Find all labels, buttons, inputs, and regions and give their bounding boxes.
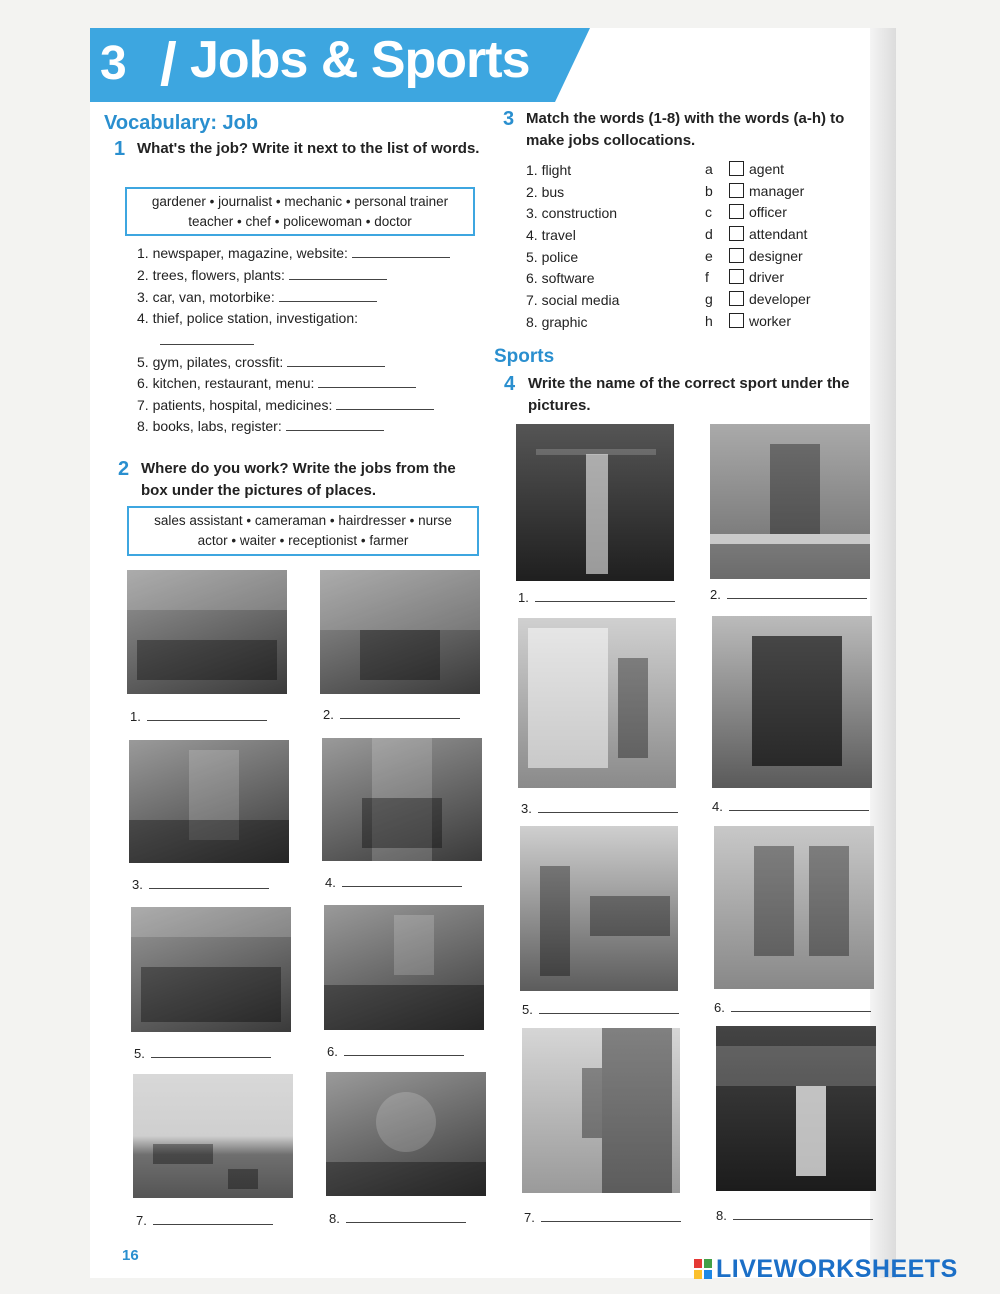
ex1-item-text: 7. patients, hospital, medicines: bbox=[137, 397, 333, 413]
liveworksheets-brand[interactable]: LIVEWORKSHEETS bbox=[716, 1255, 958, 1283]
sport-caption bbox=[524, 1210, 681, 1225]
ex3-letter: f bbox=[705, 269, 709, 285]
place-caption bbox=[132, 877, 269, 892]
ex1-item-text: 2. trees, flowers, plants: bbox=[137, 267, 285, 283]
ex1-item-text: 5. gym, pilates, crossfit: bbox=[137, 354, 284, 370]
answer-blank[interactable] bbox=[318, 386, 416, 388]
unit-title: Jobs & Sports bbox=[190, 31, 530, 89]
caption-number: 4. bbox=[712, 799, 723, 814]
ex1-item-text: 3. car, van, motorbike: bbox=[137, 289, 275, 305]
answer-checkbox[interactable] bbox=[729, 313, 744, 328]
place-photo-salon bbox=[129, 740, 289, 863]
answer-blank[interactable] bbox=[535, 600, 675, 602]
sport-photo-hurdles bbox=[710, 424, 870, 579]
exercise-1-number: 1 bbox=[114, 138, 126, 160]
word-box-line: teacher • chef • policewoman • doctor bbox=[188, 214, 412, 229]
exercise-2-word-box bbox=[127, 506, 479, 556]
ex1-item bbox=[137, 310, 358, 326]
place-photo-restaurant bbox=[127, 570, 287, 694]
caption-number: 1. bbox=[130, 709, 141, 724]
sport-caption bbox=[521, 801, 678, 816]
answer-blank[interactable] bbox=[340, 717, 460, 719]
sport-photo-beach-volleyball bbox=[714, 826, 874, 989]
sport-caption bbox=[518, 590, 675, 605]
answer-blank[interactable] bbox=[539, 1012, 679, 1014]
answer-blank[interactable] bbox=[287, 365, 385, 367]
answer-blank[interactable] bbox=[289, 278, 387, 280]
liveworksheets-logo-icon bbox=[694, 1259, 712, 1279]
answer-blank[interactable] bbox=[541, 1220, 681, 1222]
answer-checkbox[interactable] bbox=[729, 183, 744, 198]
sports-heading: Sports bbox=[494, 346, 555, 367]
exercise-4-instruction: Write the name of the correct sport under the pictures. bbox=[528, 375, 850, 414]
ex1-item bbox=[137, 289, 377, 305]
word-box-line: gardener • journalist • mechanic • personal trainer bbox=[151, 194, 449, 209]
ex3-letter: d bbox=[705, 226, 713, 242]
ex3-letter: g bbox=[705, 291, 713, 307]
sport-caption bbox=[712, 799, 869, 814]
answer-blank[interactable] bbox=[286, 429, 384, 431]
ex1-item-text: 8. books, labs, register: bbox=[137, 418, 282, 434]
exercise-2-number: 2 bbox=[118, 458, 130, 480]
answer-blank[interactable] bbox=[336, 408, 434, 410]
exercise-1-instruction: What's the job? Write it next to the list of words. bbox=[137, 140, 480, 157]
ex1-item-text: 6. kitchen, restaurant, menu: bbox=[137, 375, 315, 391]
ex1-item-continuation bbox=[160, 332, 254, 348]
sport-caption bbox=[522, 1002, 679, 1017]
exercise-1-word-box bbox=[125, 187, 475, 236]
ex3-left-word: 1. flight bbox=[526, 162, 572, 178]
caption-number: 5. bbox=[134, 1046, 145, 1061]
answer-blank[interactable] bbox=[352, 256, 450, 258]
caption-number: 7. bbox=[524, 1210, 535, 1225]
ex3-right-word: officer bbox=[749, 204, 787, 220]
sport-photo-gymnastics-rings bbox=[516, 424, 674, 581]
sport-caption bbox=[710, 587, 867, 602]
ex3-right-word: manager bbox=[749, 183, 805, 199]
caption-number: 2. bbox=[323, 707, 334, 722]
place-photo-farm bbox=[133, 1074, 293, 1198]
ex1-item-text: 4. thief, police station, investigation: bbox=[137, 310, 359, 326]
ex1-item bbox=[137, 267, 387, 283]
answer-blank[interactable] bbox=[344, 1054, 464, 1056]
answer-checkbox[interactable] bbox=[729, 204, 744, 219]
ex3-left-word: 7. social media bbox=[526, 292, 620, 308]
caption-number: 7. bbox=[136, 1213, 147, 1228]
ex3-right-word: driver bbox=[749, 269, 785, 285]
ex3-left-word: 4. travel bbox=[526, 227, 576, 243]
unit-number: 3 bbox=[100, 37, 127, 90]
place-photo-hospital bbox=[320, 570, 480, 694]
word-box-line: actor • waiter • receptionist • farmer bbox=[197, 533, 409, 548]
ex3-letter: h bbox=[705, 313, 713, 329]
banner-slash: / bbox=[160, 31, 177, 98]
ex3-right-word: developer bbox=[749, 291, 811, 307]
answer-blank[interactable] bbox=[729, 809, 869, 811]
caption-number: 8. bbox=[716, 1208, 727, 1223]
ex3-letter: b bbox=[705, 183, 713, 199]
answer-checkbox[interactable] bbox=[729, 269, 744, 284]
ex3-left-word: 3. construction bbox=[526, 205, 618, 221]
ex3-right-word: worker bbox=[749, 313, 792, 329]
sport-caption bbox=[714, 1000, 871, 1015]
sport-photo-windsurfing bbox=[518, 618, 676, 788]
place-photo-tv-studio bbox=[326, 1072, 486, 1196]
vocabulary-heading: Vocabulary: Job bbox=[104, 112, 259, 134]
caption-number: 3. bbox=[521, 801, 532, 816]
exercise-2-instruction: Where do you work? Write the jobs from the box under the pictures of places. bbox=[141, 460, 456, 499]
answer-checkbox[interactable] bbox=[729, 291, 744, 306]
ex1-item-text: 1. newspaper, magazine, website: bbox=[137, 245, 348, 261]
answer-blank[interactable] bbox=[727, 597, 867, 599]
ex1-item bbox=[137, 397, 434, 413]
caption-number: 6. bbox=[327, 1044, 338, 1059]
sport-caption bbox=[716, 1208, 873, 1223]
answer-blank[interactable] bbox=[342, 885, 462, 887]
word-box-line: sales assistant • cameraman • hairdresser • nurse bbox=[154, 513, 452, 528]
caption-number: 2. bbox=[710, 587, 721, 602]
answer-blank[interactable] bbox=[160, 343, 254, 345]
ex3-letter: c bbox=[705, 204, 712, 220]
answer-blank[interactable] bbox=[149, 887, 269, 889]
answer-checkbox[interactable] bbox=[729, 248, 744, 263]
place-photo-hotel bbox=[322, 738, 482, 861]
place-caption bbox=[329, 1211, 466, 1226]
caption-number: 5. bbox=[522, 1002, 533, 1017]
sport-photo-climbing bbox=[522, 1028, 680, 1193]
ex3-left-word: 2. bus bbox=[526, 184, 565, 200]
caption-number: 4. bbox=[325, 875, 336, 890]
sport-photo-speed-skating bbox=[712, 616, 872, 788]
caption-number: 1. bbox=[518, 590, 529, 605]
ex1-item bbox=[137, 375, 416, 391]
caption-number: 6. bbox=[714, 1000, 725, 1015]
ex3-left-word: 5. police bbox=[526, 249, 579, 265]
caption-number: 8. bbox=[329, 1211, 340, 1226]
answer-blank[interactable] bbox=[538, 811, 678, 813]
answer-blank[interactable] bbox=[731, 1010, 871, 1012]
answer-blank[interactable] bbox=[279, 300, 377, 302]
place-caption bbox=[325, 875, 462, 890]
ex3-right-word: attendant bbox=[749, 226, 808, 242]
exercise-3-number: 3 bbox=[503, 108, 515, 130]
answer-checkbox[interactable] bbox=[729, 226, 744, 241]
ex3-left-word: 6. software bbox=[526, 270, 595, 286]
ex3-left-word: 8. graphic bbox=[526, 314, 588, 330]
ex3-letter: a bbox=[705, 161, 713, 177]
answer-blank[interactable] bbox=[153, 1223, 273, 1225]
sport-photo-archery bbox=[520, 826, 678, 991]
exercise-3-instruction: Match the words (1-8) with the words (a-h) to make jobs collocations. bbox=[526, 110, 845, 149]
answer-blank[interactable] bbox=[346, 1221, 466, 1223]
place-caption bbox=[130, 709, 267, 724]
answer-blank[interactable] bbox=[147, 719, 267, 721]
place-photo-shop bbox=[131, 907, 291, 1032]
place-caption bbox=[136, 1213, 273, 1228]
place-photo-theatre bbox=[324, 905, 484, 1030]
place-caption bbox=[323, 707, 460, 722]
ex3-right-word: designer bbox=[749, 248, 803, 264]
ex1-item bbox=[137, 418, 384, 434]
ex1-item bbox=[137, 354, 385, 370]
ex1-item bbox=[137, 245, 450, 261]
exercise-4-number: 4 bbox=[504, 373, 516, 395]
caption-number: 3. bbox=[132, 877, 143, 892]
ex3-right-word: agent bbox=[749, 161, 785, 177]
answer-blank[interactable] bbox=[733, 1218, 873, 1220]
place-caption bbox=[134, 1046, 271, 1061]
ex3-letter: e bbox=[705, 248, 713, 264]
place-caption bbox=[327, 1044, 464, 1059]
page-number: 16 bbox=[122, 1247, 139, 1264]
answer-checkbox[interactable] bbox=[729, 161, 744, 176]
answer-blank[interactable] bbox=[151, 1056, 271, 1058]
sport-photo-fencing bbox=[716, 1026, 876, 1191]
